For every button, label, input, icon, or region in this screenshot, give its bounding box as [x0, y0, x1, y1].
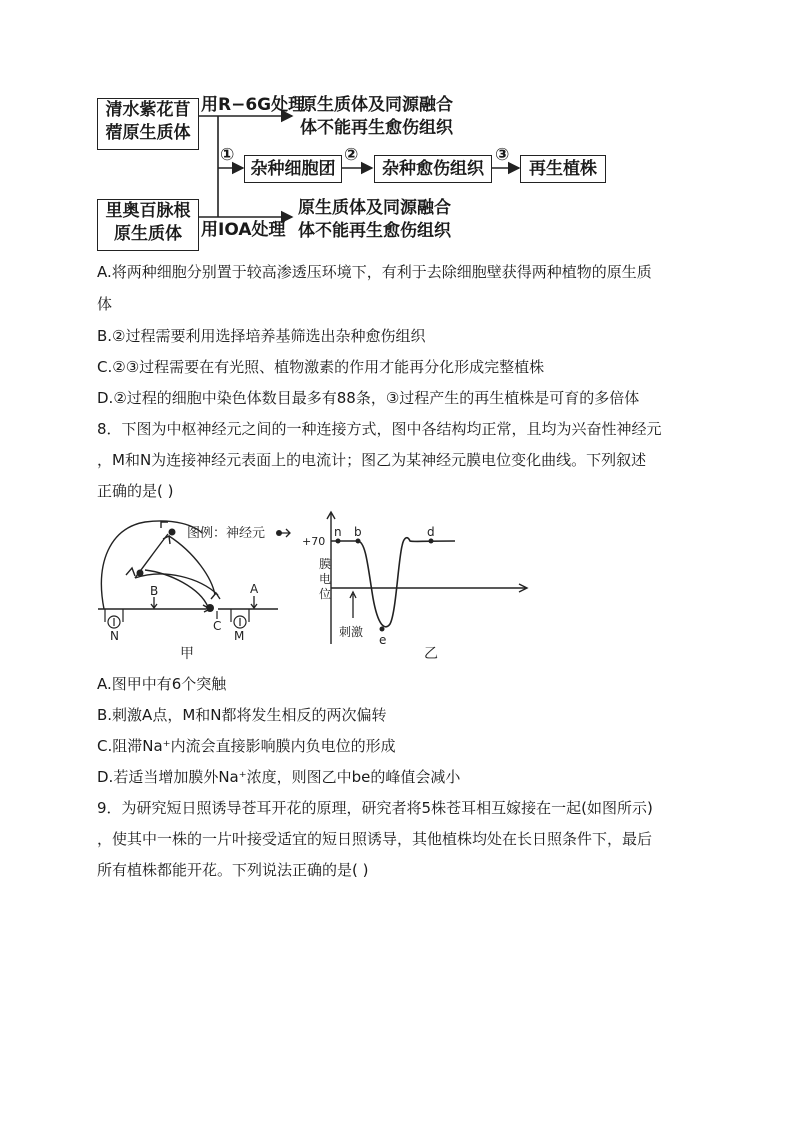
synapse-terminal-3: [126, 568, 135, 576]
legend-text: 图例：神经元: [187, 526, 266, 541]
result-bottom: [298, 197, 451, 243]
neuron-path-right: [169, 536, 215, 595]
y-tick-70: +70: [302, 535, 326, 548]
q9-stem-line3: 所有植株都能开花。下列说法正确的是( ): [97, 861, 369, 879]
q8-stem-line3: 正确的是( ): [97, 482, 174, 500]
box-regenerated-plant: 再生植株: [520, 155, 606, 183]
step3-marker: ③: [495, 145, 510, 165]
label-bottom-treatment: 用IOA处理: [201, 220, 286, 240]
q8-option-b: B.刺激A点，M和N都将发生相反的两次偏转: [97, 706, 387, 724]
point-e: [380, 627, 385, 632]
result-bottom-line2: 体不能再生愈伤组织: [298, 221, 451, 241]
caption-jia: 甲: [180, 646, 194, 662]
figure-jia: [90, 508, 320, 668]
q7-option-a-line1: A.将两种细胞分别置于较高渗透压环境下，有利于去除细胞壁获得两种植物的原生质: [97, 263, 652, 281]
neuron-body-left: [137, 570, 144, 577]
box-trefoil-line1: 里奥百脉根: [105, 201, 191, 221]
label-a: A: [250, 582, 259, 596]
result-top-line1: 原生质体及同源融合: [300, 95, 453, 115]
label-top-treatment: 用R−6G处理: [201, 95, 306, 115]
result-top: [300, 94, 453, 140]
label-point-d: d: [427, 525, 435, 539]
y-label-2: 电: [319, 572, 332, 586]
figure-yi: [300, 508, 540, 668]
label-n: N: [110, 629, 119, 643]
neuron-body-top: [169, 529, 176, 536]
result-bottom-line1: 原生质体及同源融合: [298, 198, 451, 218]
q7-option-d: D.②过程的细胞中染色体数目最多有88条，③过程产生的再生植株是可育的多倍体: [97, 389, 640, 407]
q7-option-c: C.②③过程需要在有光照、植物激素的作用才能再分化形成完整植株: [97, 358, 545, 376]
result-top-line2: 体不能再生愈伤组织: [300, 118, 453, 138]
label-b: B: [150, 584, 159, 598]
box-hybrid-cell: 杂种细胞团: [244, 155, 342, 183]
point-b: [356, 539, 361, 544]
box-alfalfa-line1: 清水紫花苜: [105, 100, 191, 120]
membrane-potential-curve: [331, 538, 455, 627]
box-alfalfa-protoplast: [97, 98, 199, 150]
neuron-path-middle: [135, 574, 218, 595]
q7-option-b: B.②过程需要利用选择培养基筛选出杂种愈伤组织: [97, 327, 426, 345]
q8-option-d: D.若适当增加膜外Na⁺浓度，则图乙中be的峰值会减小: [97, 768, 461, 786]
q8-stem-line1: 8．下图为中枢神经元之间的一种连接方式，图中各结构均正常，且均为兴奋性神经元: [97, 420, 662, 438]
stimulus-label: 刺激: [339, 625, 364, 639]
neuron-body-bottom: [206, 604, 214, 612]
q9-stem-line2: ，使其中一株的一片叶接受适宜的短日照诱导，其他植株均处在长日照条件下，最后: [97, 830, 653, 848]
q8-stem-line2: ，M和N为连接神经元表面上的电流计；图乙为某神经元膜电位变化曲线。下列叙述: [97, 451, 647, 469]
q7-option-a-line2: 体: [97, 295, 113, 313]
legend-neuron-icon: [279, 529, 290, 537]
q8-option-a: A.图甲中有6个突触: [97, 675, 227, 693]
synapse-terminal-1: [161, 522, 168, 528]
y-label-3: 位: [319, 587, 332, 601]
step1-marker: ①: [220, 145, 235, 165]
step2-marker: ②: [344, 145, 359, 165]
point-d: [429, 539, 434, 544]
box-trefoil-line2: 原生质体: [114, 224, 182, 244]
q9-stem-line1: 9．为研究短日照诱导苍耳开花的原理，研究者将5株苍耳相互嫁接在一起(如图所示): [97, 799, 653, 817]
box-hybrid-callus: 杂种愈伤组织: [374, 155, 492, 183]
point-n: [336, 539, 341, 544]
label-point-b: b: [354, 525, 362, 539]
label-point-e: e: [379, 633, 387, 647]
synapse-terminal-4: [211, 593, 220, 599]
q8-option-c: C.阻滞Na⁺内流会直接影响膜内负电位的形成: [97, 737, 396, 755]
label-m: M: [234, 629, 245, 643]
box-trefoil-protoplast: [97, 199, 199, 251]
caption-yi: 乙: [424, 646, 438, 662]
label-point-n: n: [334, 525, 342, 539]
label-c: C: [213, 619, 222, 633]
y-label-1: 膜: [319, 557, 332, 571]
box-alfalfa-line2: 蓿原生质体: [105, 123, 191, 143]
